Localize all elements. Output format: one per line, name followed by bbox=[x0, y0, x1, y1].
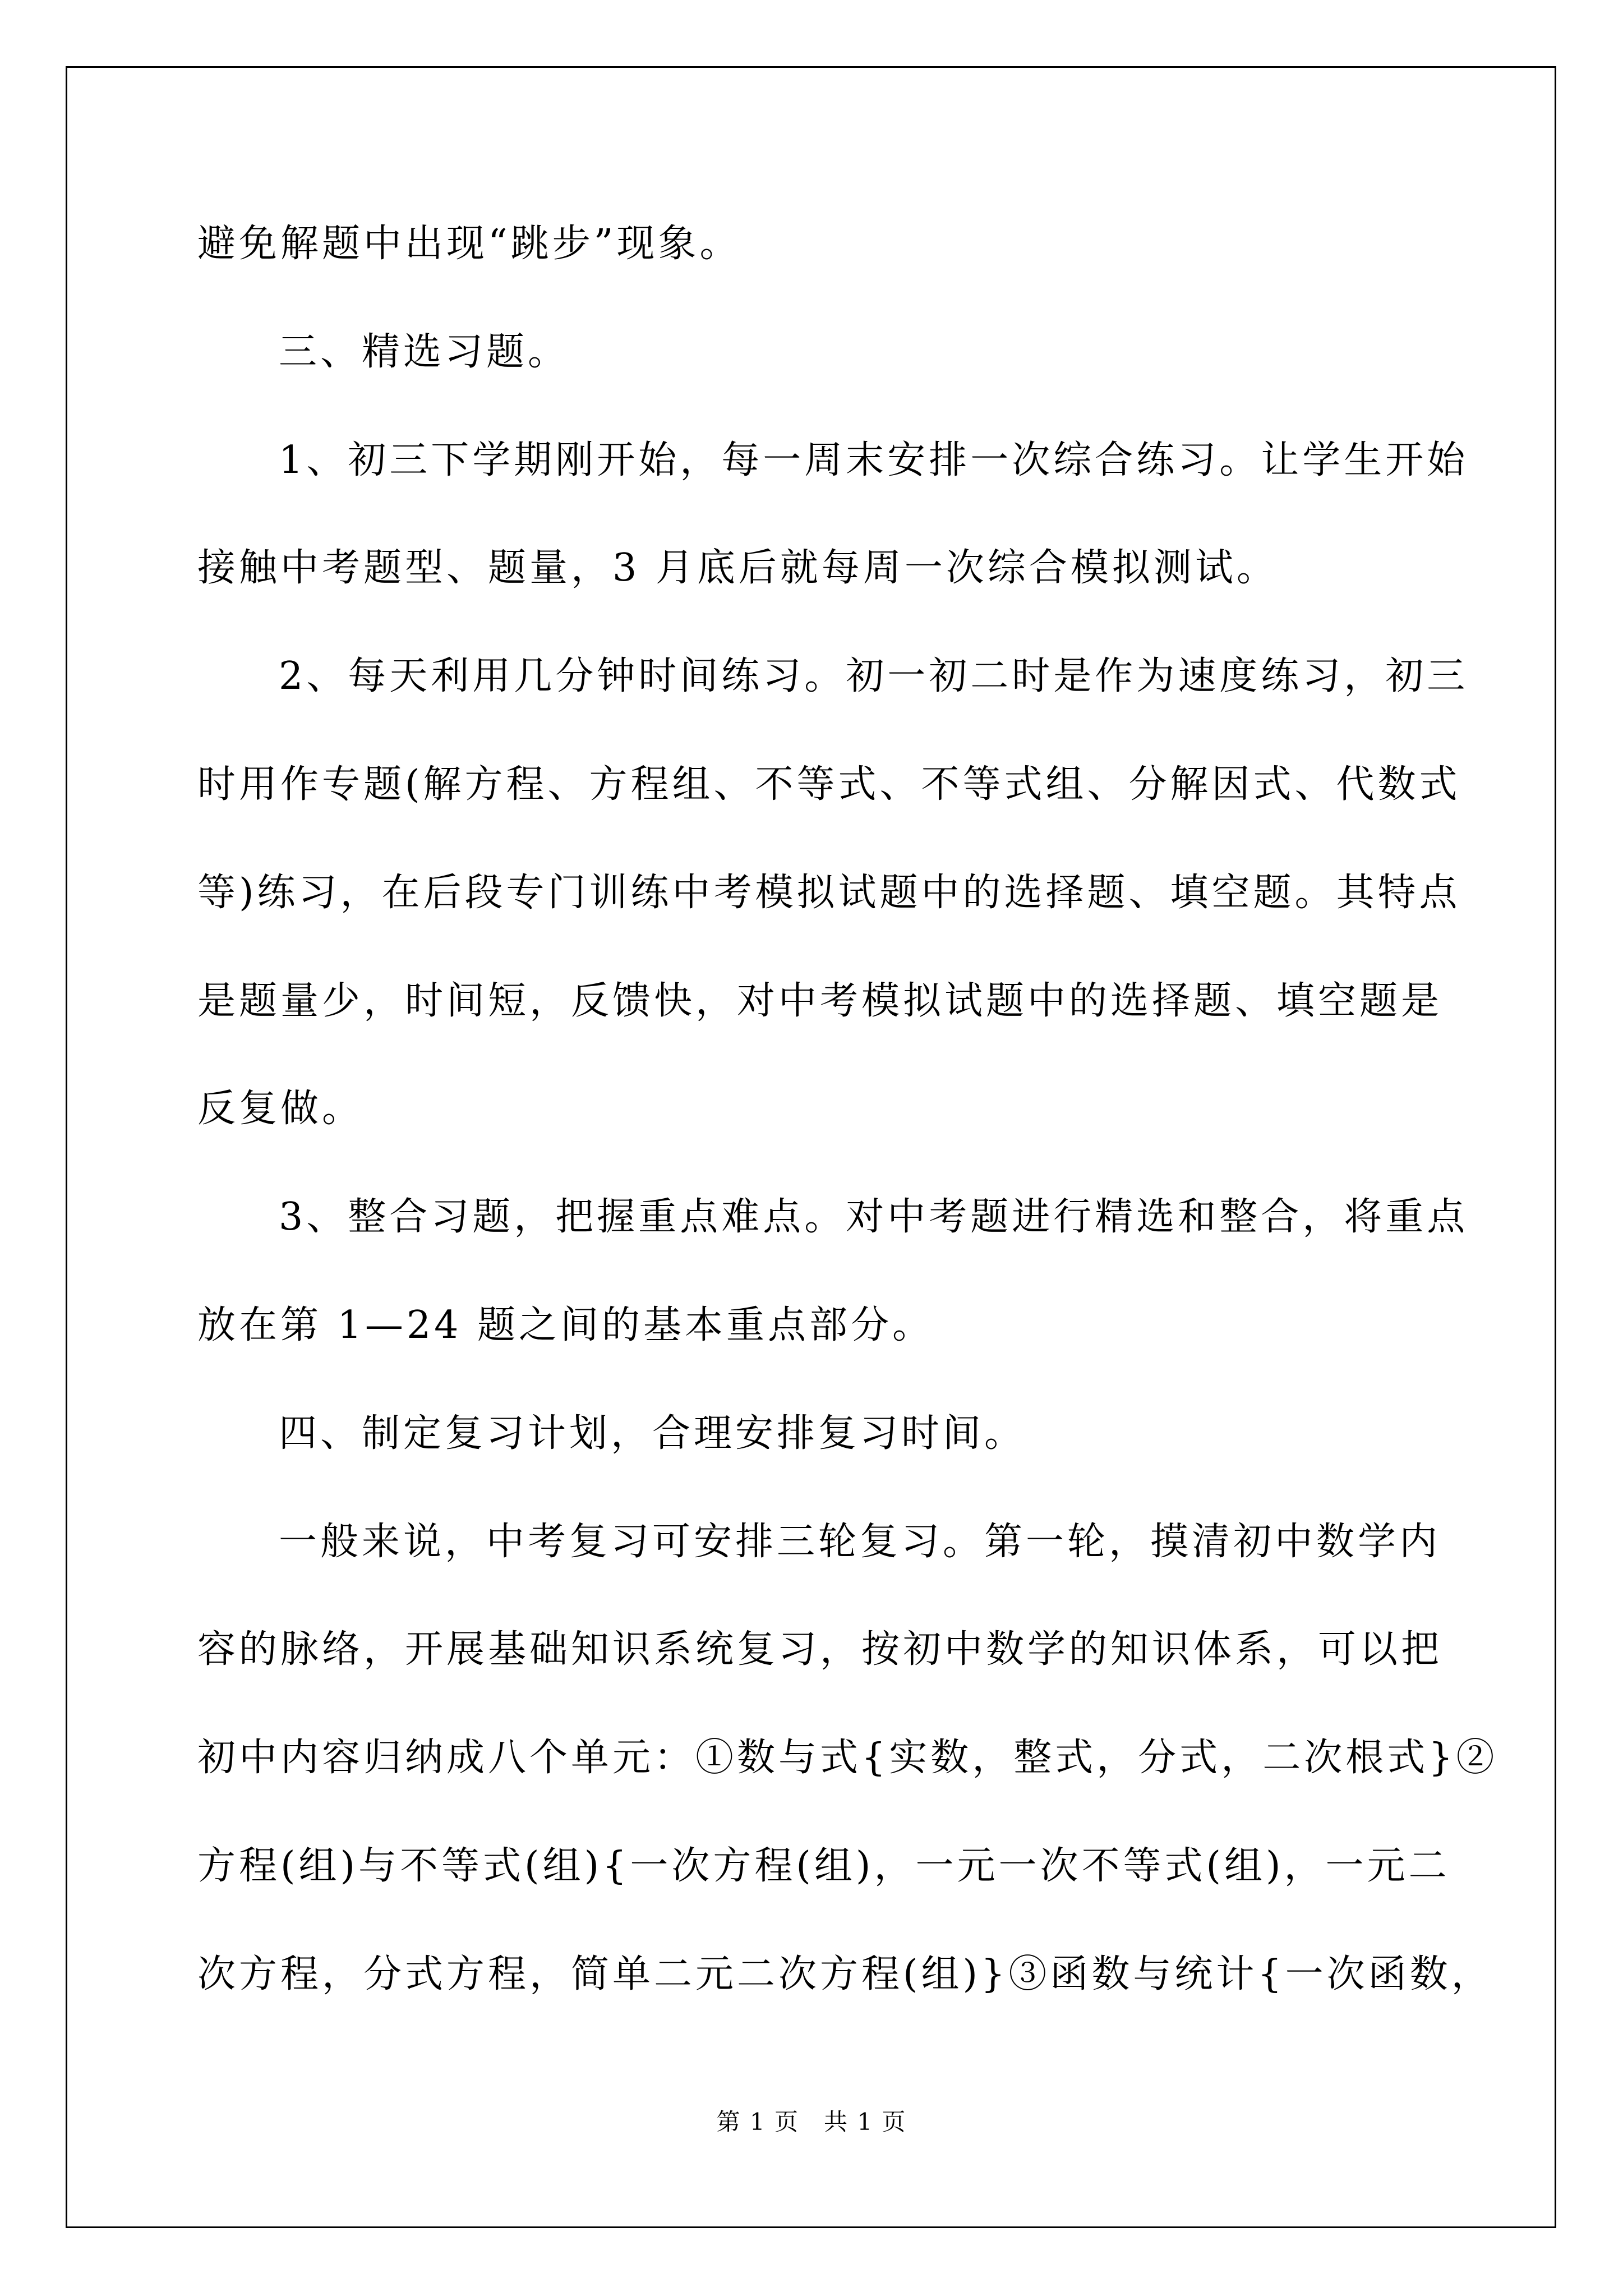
page-border bbox=[66, 66, 1556, 2228]
text-line: 一般来说，中考复习可安排三轮复习。第一轮，摸清初中数学内 bbox=[279, 1520, 1441, 1564]
text-line: 容的脉络，开展基础知识系统复习，按初中数学的知识体系，可以把 bbox=[197, 1627, 1443, 1672]
page-number: 第 1 页 共 1 页 bbox=[716, 2108, 907, 2136]
text-line: 接触中考题型、题量，3 月底后就每周一次综合模拟测试。 bbox=[197, 546, 1278, 590]
text-line: 2、每天利用几分钟时间练习。初一初二时是作为速度练习，初三 bbox=[279, 654, 1469, 698]
text-line: 放在第 1—24 题之间的基本重点部分。 bbox=[197, 1303, 934, 1347]
text-line: 时用作专题(解方程、方程组、不等式、不等式组、分解因式、代数式 bbox=[197, 762, 1461, 807]
section-heading: 四、制定复习计划，合理安排复习时间。 bbox=[279, 1411, 1026, 1456]
text-line: 等)练习，在后段专门训练中考模拟试题中的选择题、填空题。其特点 bbox=[197, 871, 1461, 915]
text-line: 初中内容归纳成八个单元：①数与式{实数，整式，分式，二次根式}② bbox=[197, 1736, 1498, 1780]
text-line: 1、初三下学期刚开始，每一周末安排一次综合练习。让学生开始 bbox=[279, 438, 1469, 482]
text-line: 方程(组)与不等式(组){一次方程(组)，一元一次不等式(组)，一元二 bbox=[197, 1844, 1450, 1888]
section-heading: 三、精选习题。 bbox=[279, 330, 570, 374]
text-line: 3、整合习题，把握重点难点。对中考题进行精选和整合，将重点 bbox=[279, 1195, 1469, 1239]
text-line: 是题量少，时间短，反馈快，对中考模拟试题中的选择题、填空题是 bbox=[197, 979, 1443, 1023]
text-line: 次方程，分式方程，简单二元二次方程(组)}③函数与统计{一次函数， bbox=[197, 1952, 1493, 1996]
text-line: 避免解题中出现“跳步”现象。 bbox=[197, 222, 741, 266]
text-line: 反复做。 bbox=[197, 1087, 364, 1131]
